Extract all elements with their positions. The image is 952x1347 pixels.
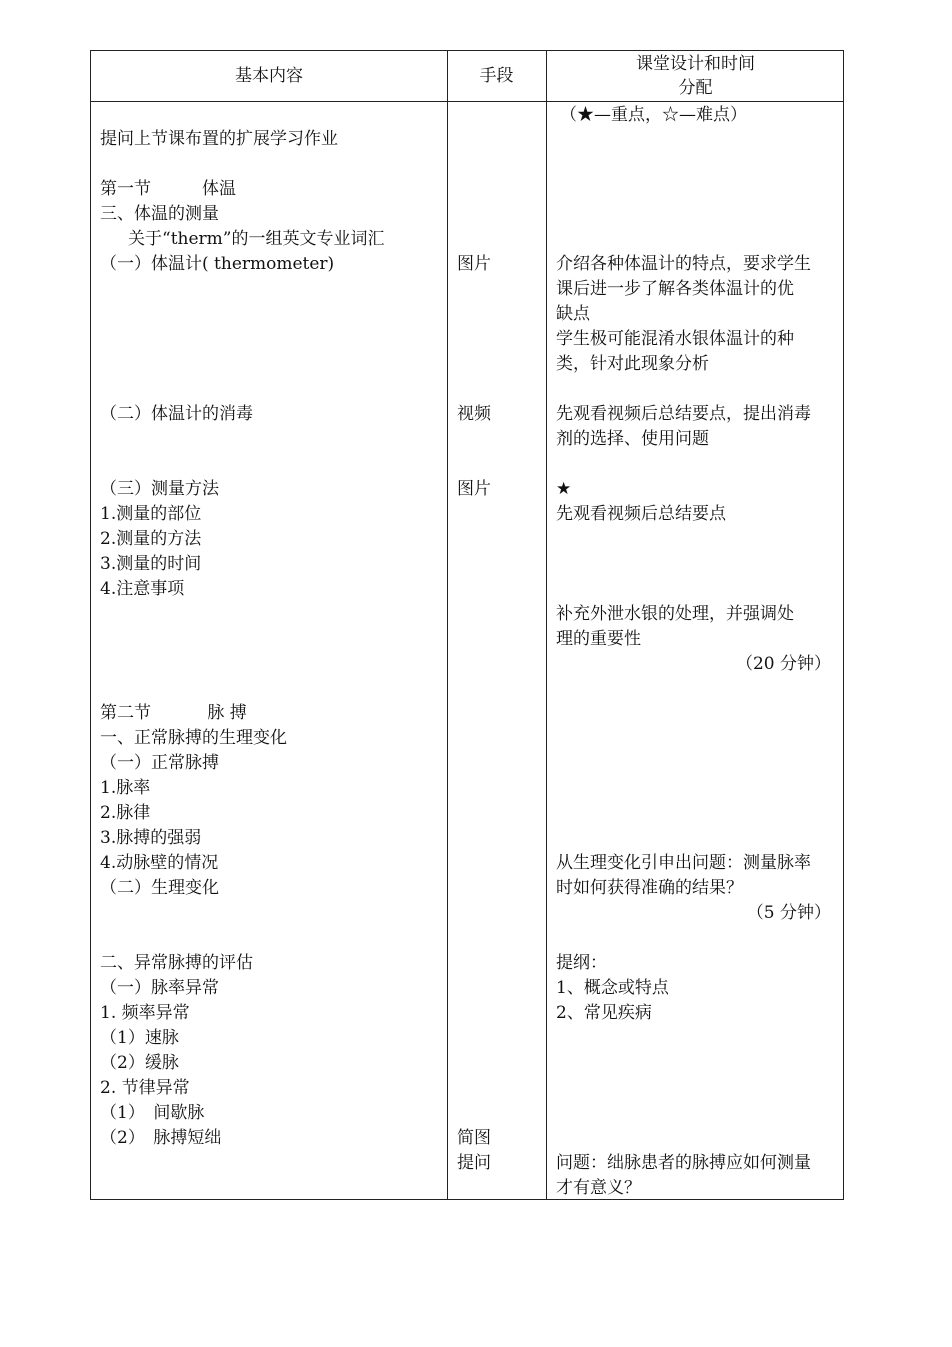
content-line: 1.测量的部位 bbox=[100, 504, 202, 524]
content-line: 提问上节课布置的扩展学习作业 bbox=[100, 129, 338, 149]
content-line: （2）缓脉 bbox=[100, 1053, 179, 1073]
content-line: （2） 脉搏短绌 bbox=[100, 1128, 222, 1148]
time-allocation: （20 分钟） bbox=[735, 654, 831, 674]
content-line: 一、正常脉搏的生理变化 bbox=[100, 728, 287, 748]
content-line: 3.脉搏的强弱 bbox=[100, 828, 202, 848]
means-label: 简图 bbox=[457, 1128, 491, 1148]
content-line: （三）测量方法 bbox=[100, 479, 219, 499]
content-line: 2. 节律异常 bbox=[100, 1078, 190, 1098]
design-line: 先观看视频后总结要点 bbox=[556, 504, 726, 524]
header-divider bbox=[91, 101, 843, 102]
header-design-line2: 分配 bbox=[678, 78, 713, 98]
design-line: 补充外泄水银的处理，并强调处 bbox=[556, 604, 794, 624]
content-line: （1） 间歇脉 bbox=[100, 1103, 205, 1123]
design-line: 理的重要性 bbox=[556, 629, 641, 649]
design-line: 2、常见疾病 bbox=[556, 1003, 652, 1023]
content-line: 1.脉率 bbox=[100, 778, 151, 798]
design-line: 才有意义？ bbox=[556, 1178, 641, 1198]
design-line: 缺点 bbox=[556, 304, 590, 324]
content-line: 1. 频率异常 bbox=[100, 1003, 190, 1023]
design-line: 1、概念或特点 bbox=[556, 978, 669, 998]
design-line: 类，针对此现象分析 bbox=[556, 354, 709, 374]
section-heading: 第二节 脉 搏 bbox=[100, 703, 247, 723]
content-line: 3.测量的时间 bbox=[100, 554, 202, 574]
header-means: 手段 bbox=[479, 66, 514, 86]
design-line: 从生理变化引申出问题：测量脉率 bbox=[556, 853, 811, 873]
design-line: 时如何获得准确的结果？ bbox=[556, 878, 743, 898]
legend-note: （★—重点，☆—难点） bbox=[560, 105, 747, 125]
means-label: 图片 bbox=[457, 254, 491, 274]
content-line: 2.测量的方法 bbox=[100, 529, 202, 549]
content-line: （二）体温计的消毒 bbox=[100, 404, 253, 424]
content-line: 关于“therm”的一组英文专业词汇 bbox=[128, 229, 385, 249]
content-line: 2.脉律 bbox=[100, 803, 151, 823]
section-heading: 第一节 体温 bbox=[100, 179, 236, 199]
means-label: 图片 bbox=[457, 479, 491, 499]
design-line: 问题：绌脉患者的脉搏应如何测量 bbox=[556, 1153, 811, 1173]
design-line: 学生极可能混淆水银体温计的种 bbox=[556, 329, 794, 349]
content-line: 4.动脉壁的情况 bbox=[100, 853, 219, 873]
column-divider bbox=[447, 51, 448, 1199]
design-line: 课后进一步了解各类体温计的优 bbox=[556, 279, 794, 299]
time-allocation: （5 分钟） bbox=[746, 903, 831, 923]
content-line: （一）脉率异常 bbox=[100, 978, 219, 998]
design-line: 剂的选择、使用问题 bbox=[556, 429, 709, 449]
column-divider bbox=[546, 51, 547, 1199]
content-line: 二、异常脉搏的评估 bbox=[100, 953, 253, 973]
content-line: 三、体温的测量 bbox=[100, 204, 219, 224]
design-line: 先观看视频后总结要点，提出消毒 bbox=[556, 404, 811, 424]
content-line: （1）速脉 bbox=[100, 1028, 179, 1048]
content-line: 4.注意事项 bbox=[100, 579, 185, 599]
content-line: （一）体温计( thermometer) bbox=[100, 254, 335, 274]
design-line: 提纲： bbox=[556, 953, 607, 973]
content-line: （二）生理变化 bbox=[100, 878, 219, 898]
key-point-star-icon: ★ bbox=[556, 479, 572, 499]
content-line: （一）正常脉搏 bbox=[100, 753, 219, 773]
header-design-line1: 课堂设计和时间 bbox=[636, 54, 755, 74]
header-basic-content: 基本内容 bbox=[235, 66, 303, 86]
design-line: 介绍各种体温计的特点，要求学生 bbox=[556, 254, 811, 274]
means-label: 视频 bbox=[457, 404, 491, 424]
means-label: 提问 bbox=[457, 1153, 491, 1173]
